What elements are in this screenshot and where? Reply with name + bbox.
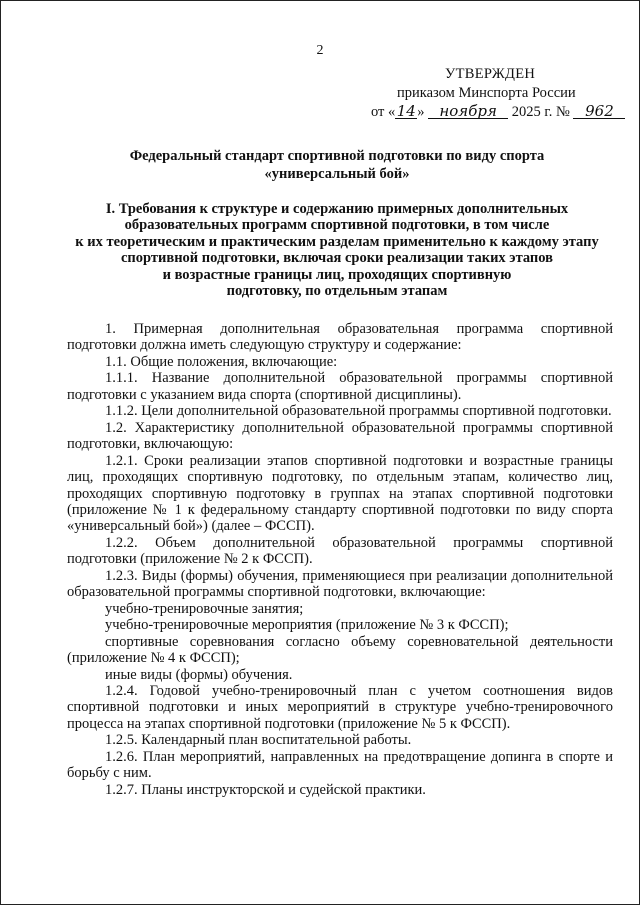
approved-label: УТВЕРЖДЕН (445, 66, 536, 82)
page-number: 2 (316, 43, 324, 58)
paragraph-1-2-6: 1.2.6. План мероприятий, направленных на предотвращение допинга в спорте и борьбу с ним. (67, 748, 613, 782)
paragraph-1-1-2: 1.1.2. Цели дополнительной образовательной программы спортивной подготовки. (105, 403, 612, 420)
paragraph-1-2-2: 1.2.2. Объем дополнительной образовательной программы спортивной подготовки (приложение № 2 к ФССП). (67, 534, 613, 568)
section-heading-line: I. Требования к структуре и содержанию примерных дополнительных (105, 201, 569, 217)
title-line: «универсальный бой» (264, 166, 410, 182)
paragraph-1-2-7: 1.2.7. Планы инструкторской и судейской практики. (105, 781, 426, 798)
paragraph-1-2-4: 1.2.4. Годовой учебно-тренировочный план с учетом соотношения видов спортивной подготовки и иных мероприятий в структуре учебно-тренировочного процесса на этапах спортивной подготовки (приложение № 5 к ФССП). (67, 682, 613, 732)
list-item-competitions: спортивные соревнования согласно объему соревновательной деятельности (приложение № 4 к ФССП); (67, 633, 613, 667)
list-item-other-forms: иные виды (формы) обучения. (105, 666, 293, 683)
section-heading (61, 201, 613, 299)
date-quote-close: » (417, 104, 425, 120)
paragraph-1-2-1: 1.2.1. Сроки реализации этапов спортивной подготовки и возрастные границы лиц, проходящих спортивную подготовку, по отдельным этапам, количество лиц, проходящих спортивную подготовку в группах на этапах спортивной подготовки (приложение № 1 к федеральному стандарту спортивной подготовки по виду спорта «универсальный бой») (далее – ФССП). (67, 452, 613, 535)
section-heading-line: к их теоретическим и практическим разделам применительно к каждому этапу (75, 233, 599, 250)
paragraph-1-2: 1.2. Характеристику дополнительной образовательной программы спортивной подготовки, включающую: (67, 419, 613, 453)
paragraph-1-1: 1.1. Общие положения, включающие: (105, 353, 338, 370)
order-date-line (371, 103, 621, 122)
paragraph-1-2-3: 1.2.3. Виды (формы) обучения, применяющиеся при реализации дополнительной образовательной программы спортивной подготовки, включающие: (67, 567, 613, 601)
paragraph-1-1-1: 1.1.1. Название дополнительной образовательной программы спортивной подготовки с указанием вида спорта (спортивной дисциплины). (67, 370, 613, 403)
date-prefix: от « (371, 104, 396, 120)
handwritten-month: ноября (428, 104, 508, 119)
handwritten-order-number: 962 (573, 104, 625, 119)
order-label: приказом Минспорта России (397, 85, 576, 101)
paragraph-1: 1. Примерная дополнительная образовательная программа спортивной подготовки должна иметь следующую структуру и содержание: (67, 321, 613, 354)
paragraph-1-2-5: 1.2.5. Календарный план воспитательной работы. (105, 732, 412, 749)
section-heading-line: подготовку, по отдельным этапам (226, 283, 448, 300)
title-line: Федеральный стандарт спортивной подготовки по виду спорта (129, 148, 545, 164)
section-heading-line: образовательных программ спортивной подготовки, в том числе (124, 217, 550, 234)
year-and-number-label: 2025 г. № (511, 104, 570, 120)
section-heading-line: и возрастные границы лиц, проходящих спортивную (162, 266, 512, 283)
document-title (61, 147, 613, 183)
list-item-training-sessions: учебно-тренировочные занятия; (105, 600, 304, 617)
document-body (67, 321, 613, 798)
section-heading-line: спортивной подготовки, включая сроки реализации таких этапов (120, 250, 553, 267)
list-item-training-events: учебно-тренировочные мероприятия (приложение № 3 к ФССП); (105, 617, 509, 634)
handwritten-day: 14 (396, 102, 416, 120)
approval-block (371, 65, 621, 122)
